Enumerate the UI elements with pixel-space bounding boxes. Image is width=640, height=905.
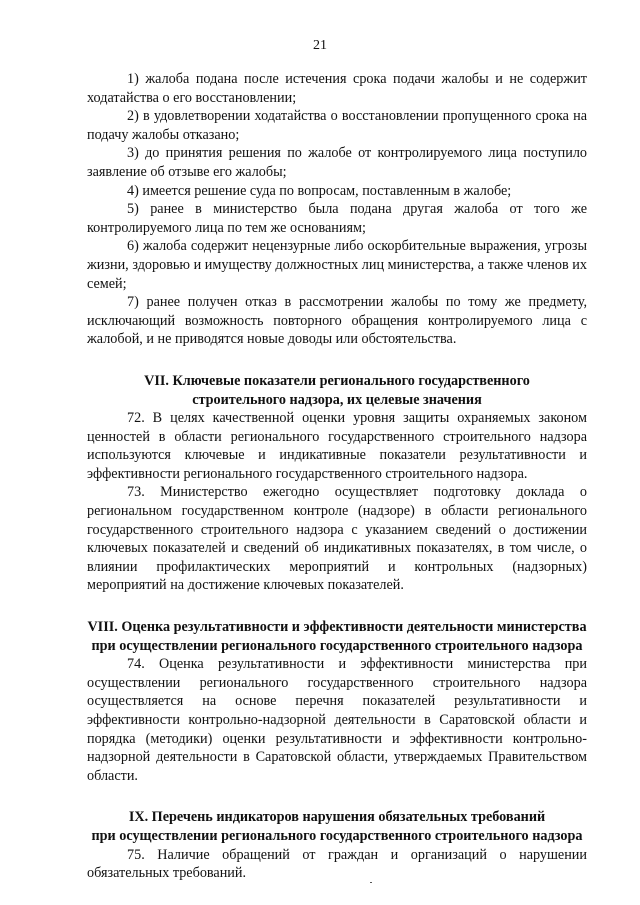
section-8-heading	[87, 618, 587, 655]
paragraph-72: 72. В целях качественной оценки уровня защиты охраняемых законом ценностей в области регионального государственного строительного надзора используются ключевые и индикативные показатели результативности и эффективности регионального государственного строительного надзора.	[87, 410, 587, 482]
paragraph-73: 73. Министерство ежегодно осуществляет подготовку доклада о региональном государственном контроле (надзоре) в области регионального государственного строительного надзора с указанием сведений о достижении ключевых показателей и сведений об индикативных показателях, в том числе, о влиянии профилактических мероприятий и контрольных (надзорных) мероприятий на достижение ключевых показателей.	[87, 484, 587, 594]
list-item-2: 2) в удовлетворении ходатайства о восстановлении пропущенного срока на подачу жалобы отказано;	[87, 108, 587, 143]
section-8-heading-line-2: при осуществлении регионального государственного строительного надзора	[91, 637, 583, 654]
section-9-heading	[87, 808, 587, 845]
scan-speck	[370, 882, 372, 883]
section-8-heading-line-1: VIII. Оценка результативности и эффективности деятельности министерства	[87, 619, 587, 636]
list-item-1: 1) жалоба подана после истечения срока подачи жалобы и не содержит ходатайства о его восстановлении;	[87, 71, 587, 106]
section-9-heading-line-2: при осуществлении регионального государственного строительного надзора	[91, 827, 583, 844]
section-7-heading-line-1: VII. Ключевые показатели регионального государственного	[144, 372, 530, 389]
paragraph-75: 75. Наличие обращений от граждан и организаций о нарушении обязательных требований.	[87, 846, 587, 882]
list-item-6: 6) жалоба содержит нецензурные либо оскорбительные выражения, угрозы жизни, здоровью и имуществу должностных лиц министерства, а также членов их семей;	[87, 238, 587, 292]
section-7-heading-line-2: строительного надзора, их целевые значения	[192, 391, 482, 408]
list-item-3: 3) до принятия решения по жалобе от контролируемого лица поступило заявление об отзыве его жалобы;	[87, 145, 587, 180]
section-7-heading	[87, 372, 587, 409]
list-item-5: 5) ранее в министерство была подана другая жалоба от того же контролируемого лица по тем же основаниям;	[87, 201, 587, 236]
section-9-heading-line-1: IX. Перечень индикаторов нарушения обязательных требований	[128, 809, 546, 826]
page-number: 21	[313, 38, 327, 53]
list-item-7: 7) ранее получен отказ в рассмотрении жалобы по тому же предмету, исключающий возможность повторного обращения контролируемого лица с жалобой, и не приводятся новые доводы или обстоятельства.	[87, 294, 587, 348]
paragraph-74: 74. Оценка результативности и эффективности министерства при осуществлении регионального государственного строительного надзора осуществляется на основе перечня показателей результативности и эффективности контрольно-надзорной деятельности в Саратовской области и порядка (методики) оценки результативности и эффективности контрольно-надзорной деятельности в Саратовской области, утверждаемых Правительством области.	[87, 656, 587, 784]
list-item-4: 4) имеется решение суда по вопросам, поставленным в жалобе;	[127, 182, 512, 199]
document-body	[87, 70, 587, 883]
